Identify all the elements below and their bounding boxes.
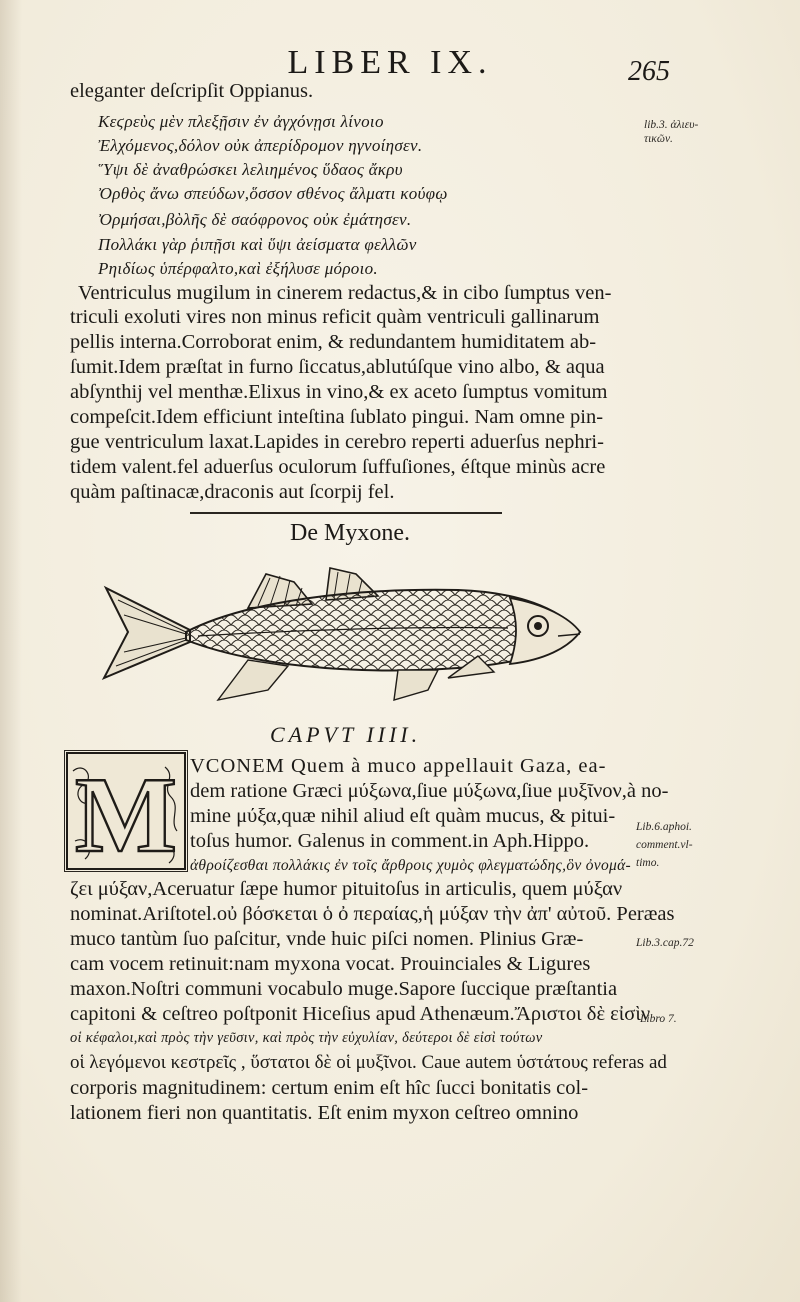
greek-verse-line: Ὀρμήσαι,βὸλῆς δὲ σαόφρονος οὐκ ἐμάτησεν. bbox=[98, 210, 412, 229]
text-line: abſynthij vel menthæ.Elixus in vino,& ex aceto ſumptus vomitum bbox=[70, 381, 608, 403]
text-line: lationem fieri non quantitatis. Eſt enim myxon ceſtreo omnino bbox=[70, 1102, 579, 1124]
greek-verse-line: Ρηιδίως ὑπέρφαλτο,καὶ ἐξήλυσε μόροιο. bbox=[98, 259, 378, 278]
text-line: dem ratione Græci μύξωνα,ſiue μύξωνα,ſiue μυξῖνον,à no- bbox=[190, 780, 669, 802]
running-head: LIBER IX. bbox=[287, 44, 493, 81]
text-line: mine μύξα,quæ nihil aliud eſt quàm mucus, & pitui- bbox=[190, 805, 616, 827]
text-line: tidem valent.fel aduerſus oculorum ſuffuſiones, éſtque minùs acre bbox=[70, 456, 606, 478]
section-title: De Myxone. bbox=[290, 520, 410, 546]
text-line: capitoni & ceſtreo poſtponit Hiceſius apud Athenæum.Ἄριστοι δὲ εἰσὶν bbox=[70, 1003, 651, 1025]
margin-note: Lib.3.cap.72 bbox=[636, 937, 694, 949]
text-line: pellis interna.Corroborat enim, & redundantem humiditatem ab- bbox=[70, 331, 597, 353]
decorated-initial bbox=[64, 750, 188, 872]
greek-verse-line: Ὕψι δὲ ἀναθρώσκει λελιημένος ὕδαος ἄκρυ bbox=[98, 160, 403, 179]
margin-note: comment.vl- bbox=[636, 839, 693, 851]
text-line: nominat.Ariſtotel.οὐ βόσκεται ὁ ὀ περαίας,ἡ μύξαν τὴν ἀπ' αὐτοῦ. Peræas bbox=[70, 903, 675, 925]
text-line: eleganter deſcripſit Oppianus. bbox=[70, 80, 314, 102]
text-line: corporis magnitudinem: certum enim eſt hîc ſucci bonitatis col- bbox=[70, 1077, 589, 1099]
svg-text:M: M bbox=[75, 756, 177, 872]
greek-verse-line: Κεϛρεὺς μὲν πλεξῇσιν ἐν ἀγχόνῃσι λίνοιο bbox=[98, 112, 384, 131]
text-line: οἱ λεγόμενοι κεστρεῖς , ὕστατοι δὲ οἱ μυξῖνοι. Caue autem ὑστάτους referas ad bbox=[70, 1052, 667, 1073]
text-line: compeſcit.Idem efficiunt inteſtina ſublato pingui. Nam omne pin- bbox=[70, 406, 604, 428]
chapter-heading: CAPVT IIII. bbox=[270, 722, 422, 747]
section-divider bbox=[190, 512, 502, 514]
greek-verse-line: Πολλάκι γὰρ ῥιπῇσι καὶ ὕψι ἀείσματα φελλῶν bbox=[98, 235, 417, 254]
text-line: gue ventriculum laxat.Lapides in cerebro reperti aduerſus nephri- bbox=[70, 431, 604, 453]
text-line: triculi exoluti vires non minus reficit quàm ventriculi gallinarum bbox=[70, 306, 600, 328]
margin-note: Libro 7. bbox=[640, 1013, 677, 1025]
margin-note: lib.3. ἁλιευ- bbox=[644, 119, 699, 131]
greek-text-line: οἱ κέφαλοι,καὶ πρὸς τὴν γεῦσιν, καὶ πρὸς τὴν εὐχυλίαν, δεύτεροι δὲ εἰσὶ τούτων bbox=[70, 1030, 543, 1046]
text-line: toſus humor. Galenus in comment.in Aph.Hippo. bbox=[190, 830, 590, 852]
text-line: maxon.Noſtri communi vocabulo muge.Sapore ſuccique præſtantia bbox=[70, 978, 618, 1000]
text-line: VCONEM Quem à muco appellauit Gaza, ea- bbox=[190, 755, 607, 777]
page-number: 265 bbox=[628, 56, 670, 87]
fish-woodcut-illustration bbox=[98, 560, 586, 710]
text-line: ſumit.Idem præſtat in furno ſiccatus,ablutúſque vino albo, & aqua bbox=[70, 356, 605, 378]
margin-note: Lib.6.aphoi. bbox=[636, 821, 692, 833]
text-line: quàm paſtinacæ,draconis aut ſcorpij fel. bbox=[70, 481, 395, 503]
text-line: cam vocem retinuit:nam myxona vocat. Prouinciales & Ligures bbox=[70, 953, 591, 975]
text-line: muco tantùm ſuo paſcitur, vnde huic piſci nomen. Plinius Græ- bbox=[70, 928, 584, 950]
text-line: ζει μύξαν,Aceruatur ſæpe humor pituitoſus in articulis, quem μύξαν bbox=[70, 878, 623, 900]
greek-verse-line: Ὀρθὸς ἄνω σπεύδων,ὅσσον σθένος ἄλματι κούφῳ bbox=[98, 184, 448, 203]
greek-verse-line: Ἐλχόμενος,δόλον οὐκ ἀπερίδρομον ηγνοίησεν. bbox=[98, 136, 423, 155]
greek-text-line: ἀθροίζεσθαι πολλάκις ἐν τοῖς ἄρθροις χυμὸς φλεγματώδης,ὃν ὀνομά- bbox=[190, 857, 631, 874]
text-line: Ventriculus mugilum in cinerem redactus,& in cibo ſumptus ven- bbox=[78, 282, 612, 304]
gutter-shadow bbox=[0, 0, 22, 1302]
margin-note: τικῶν. bbox=[644, 133, 673, 145]
margin-note: timo. bbox=[636, 857, 660, 869]
